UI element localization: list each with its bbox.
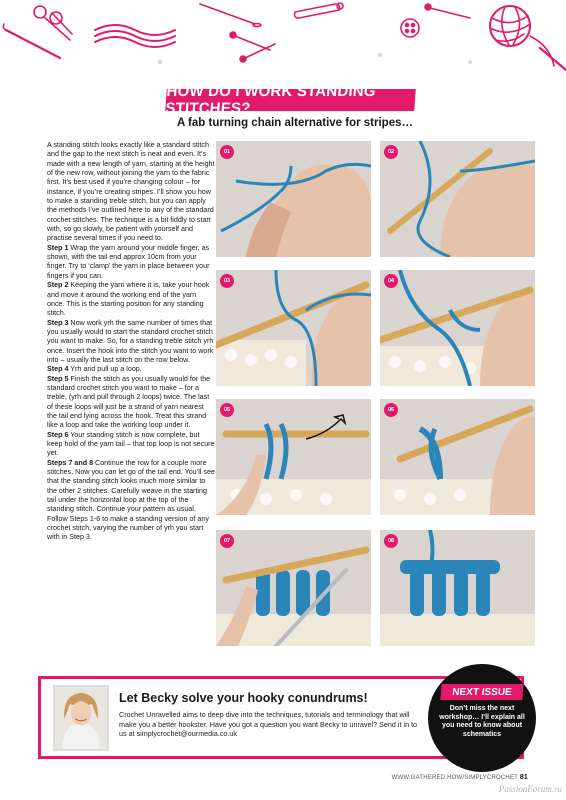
step-photo-04 bbox=[380, 270, 535, 386]
step-label: Step 1 bbox=[47, 243, 69, 252]
page-title: HOW DO I WORK STANDING STITCHES? bbox=[165, 89, 416, 111]
step-label: Step 6 bbox=[47, 430, 69, 439]
step-text: Now work yrh the same number of times that you usually would to start the standard crochet stitch you want to make. So, for a standing treble stitch yrh once. Insert the hook into the stitch you want to work into – usually the last stitch on the row below. bbox=[47, 318, 214, 364]
page-subtitle: A fab turning chain alternative for stripes… bbox=[176, 117, 413, 129]
step-photo-08 bbox=[380, 530, 535, 646]
step-label: Step 3 bbox=[47, 318, 69, 327]
step-text: Your standing stitch is now complete, but keep hold of the yarn tail – that top loop is not secure yet. bbox=[47, 430, 215, 458]
watermark: PassionForum.ru bbox=[498, 784, 562, 794]
next-issue-label: NEXT ISSUE bbox=[440, 684, 523, 700]
step-photo-01 bbox=[216, 141, 371, 257]
next-issue-text: Don’t miss the next workshop… I’ll explain all you need to know about schematics bbox=[439, 705, 525, 738]
step-photo-02 bbox=[380, 141, 535, 257]
avatar bbox=[53, 685, 109, 751]
step-text: Keeping the yarn where it is, take your hook and move it around the working end of the yarn once. This is the starting position for any standing stitch. bbox=[47, 281, 210, 318]
photo-number: 05 bbox=[220, 403, 234, 417]
step-1 bbox=[47, 244, 215, 281]
becky-text: Crochet Unravelled aims to deep dive into the techniques, tutorials and terminology that will make you a better hookster. Have you got a question you want Becky to unravel? Send it in to us at simplycrochet@ourmedia.co.uk bbox=[119, 710, 418, 738]
intro-paragraph: A standing stitch looks exactly like a standard stitch and the gap to the next stitch is neat and even. It’s made with a new length of yarn, starting at the height of the new row, without joining the yarn to the fabric first. It’s best used if you’re changing colour – for instance, if you’re creating stripes. I’ll show you how to make a standing treble stitch, but you can apply the methods I’ve outlined here to any of the standard crochet stitches. The technique is a bit fiddly to start with, so go slowly, be patient with yourself and practise several times if you need to. bbox=[47, 141, 215, 243]
page-number: 81 bbox=[519, 774, 528, 781]
header-doodles bbox=[0, 0, 566, 80]
footer-url: WWW.GATHERED.HOW/SIMPLYCROCHET bbox=[391, 775, 518, 781]
step-text: Yrh and pull up a loop. bbox=[68, 365, 142, 374]
step-photo-03 bbox=[216, 270, 371, 386]
step-text: Finish the stitch as you usually would for the standard crochet stitch you want to make – for a treble, (yrh and pull through 2 loops) twice. The last of these loops will just be a strand of yarn nearest the tail end lying across the hook. Treat this strand like a loop and take the working loop under it. bbox=[47, 374, 211, 430]
photo-number: 02 bbox=[384, 145, 398, 159]
step-photo-05 bbox=[216, 399, 371, 515]
next-issue-badge bbox=[428, 664, 536, 772]
photo-number: 04 bbox=[384, 274, 398, 288]
photo-number: 07 bbox=[220, 534, 234, 548]
step-label: Step 4 bbox=[47, 365, 69, 374]
step-label: Step 2 bbox=[47, 281, 69, 290]
step-6 bbox=[47, 431, 215, 459]
step-text: Continue the row for a couple more stitches. Now you can let go of the tail end. You’ll see that the standing stitch looks much more similar to the other 2 stitches. Carefully weave in the starting tail under the horizontal loop at the top of the standing stitch. Continue your pattern as usual. Follow Steps 1-6 to make a standing version of any crochet stitch, varying the number of yrh you start with in Step 3. bbox=[47, 458, 215, 542]
body-text bbox=[47, 141, 215, 543]
step-photo-07 bbox=[216, 530, 371, 646]
step-text: Wrap the yarn around your middle finger, as shown, with the tail end approx 10cm from your finger. Try to ‘clamp’ the yarn in place between your fingers if you can. bbox=[47, 243, 210, 280]
step-5 bbox=[47, 375, 215, 431]
photo-number: 06 bbox=[384, 403, 398, 417]
step-label: Step 5 bbox=[47, 374, 69, 383]
photo-number: 08 bbox=[384, 534, 398, 548]
step-label: Steps 7 and 8 bbox=[47, 458, 94, 467]
becky-title: Let Becky solve your hooky conundrums! bbox=[119, 691, 368, 705]
photo-number: 01 bbox=[220, 145, 234, 159]
step-7-8 bbox=[47, 459, 215, 543]
photo-number: 03 bbox=[220, 274, 234, 288]
step-photo-06 bbox=[380, 399, 535, 515]
page-footer bbox=[392, 774, 528, 781]
step-2 bbox=[47, 281, 215, 318]
step-3 bbox=[47, 319, 215, 366]
step-4 bbox=[47, 365, 215, 374]
